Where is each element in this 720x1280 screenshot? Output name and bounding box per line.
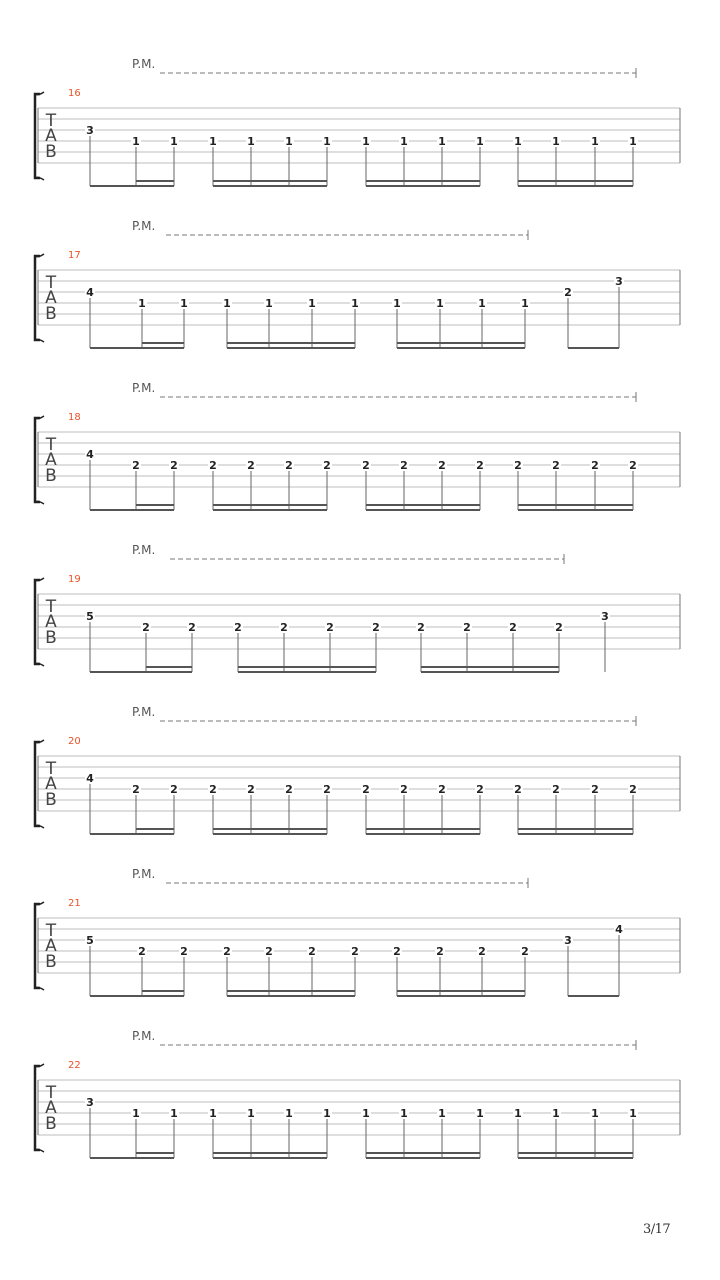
fret-number: 2	[362, 783, 370, 796]
tab-clef-b: B	[45, 466, 57, 486]
fret-number: 1	[247, 1107, 255, 1120]
fret-number: 2	[209, 459, 217, 472]
fret-number: 1	[514, 1107, 522, 1120]
fret-number: 2	[564, 286, 572, 299]
fret-number: 4	[86, 286, 94, 299]
fret-number: 1	[180, 297, 188, 310]
fret-number: 2	[285, 459, 293, 472]
fret-number: 1	[323, 1107, 331, 1120]
tab-clef-b: B	[45, 1114, 57, 1134]
palm-mute-label: P.M.	[132, 1029, 156, 1043]
fret-number: 1	[476, 135, 484, 148]
fret-number: 1	[591, 135, 599, 148]
fret-number: 2	[393, 945, 401, 958]
palm-mute-label: P.M.	[132, 543, 156, 557]
tab-clef-b: B	[45, 952, 57, 972]
fret-number: 1	[478, 297, 486, 310]
fret-number: 2	[514, 459, 522, 472]
palm-mute-label: P.M.	[132, 381, 156, 395]
measure-number: 20	[68, 736, 81, 747]
fret-number: 1	[285, 135, 293, 148]
fret-number: 1	[521, 297, 529, 310]
fret-number: 2	[476, 783, 484, 796]
fret-number: 2	[552, 459, 560, 472]
fret-number: 2	[223, 945, 231, 958]
fret-number: 5	[86, 934, 94, 947]
fret-number: 3	[86, 124, 94, 137]
measure-number: 17	[68, 250, 81, 261]
palm-mute-label: P.M.	[132, 219, 156, 233]
fret-number: 3	[564, 934, 572, 947]
palm-mute-label: P.M.	[132, 705, 156, 719]
fret-number: 3	[615, 275, 623, 288]
fret-number: 2	[132, 459, 140, 472]
fret-number: 2	[476, 459, 484, 472]
fret-number: 2	[400, 459, 408, 472]
fret-number: 2	[142, 621, 150, 634]
tab-clef-a: A	[45, 1098, 57, 1118]
fret-number: 1	[209, 135, 217, 148]
fret-number: 4	[86, 772, 94, 785]
tab-clef-a: A	[45, 288, 57, 308]
fret-number: 4	[615, 923, 623, 936]
tab-clef-a: A	[45, 774, 57, 794]
fret-number: 2	[326, 621, 334, 634]
tab-clef-a: A	[45, 612, 57, 632]
fret-number: 1	[552, 1107, 560, 1120]
fret-number: 2	[463, 621, 471, 634]
fret-number: 1	[591, 1107, 599, 1120]
tab-clef-t: T	[45, 273, 57, 293]
fret-number: 1	[629, 1107, 637, 1120]
fret-number: 2	[285, 783, 293, 796]
fret-number: 5	[86, 610, 94, 623]
fret-number: 2	[629, 783, 637, 796]
fret-number: 2	[591, 783, 599, 796]
fret-number: 2	[170, 783, 178, 796]
tab-clef-a: A	[45, 450, 57, 470]
fret-number: 1	[393, 297, 401, 310]
fret-number: 1	[436, 297, 444, 310]
fret-number: 2	[209, 783, 217, 796]
fret-number: 2	[247, 783, 255, 796]
tab-clef-t: T	[45, 1083, 57, 1103]
fret-number: 2	[514, 783, 522, 796]
palm-mute-label: P.M.	[132, 57, 156, 71]
fret-number: 4	[86, 448, 94, 461]
fret-number: 1	[476, 1107, 484, 1120]
fret-number: 2	[138, 945, 146, 958]
palm-mute-label: P.M.	[132, 867, 156, 881]
fret-number: 1	[400, 135, 408, 148]
fret-number: 2	[362, 459, 370, 472]
fret-number: 3	[601, 610, 609, 623]
tab-clef-t: T	[45, 921, 57, 941]
fret-number: 1	[552, 135, 560, 148]
fret-number: 2	[438, 783, 446, 796]
fret-number: 1	[265, 297, 273, 310]
fret-number: 1	[438, 135, 446, 148]
fret-number: 1	[209, 1107, 217, 1120]
fret-number: 3	[86, 1096, 94, 1109]
fret-number: 2	[188, 621, 196, 634]
tab-clef-t: T	[45, 435, 57, 455]
fret-number: 2	[552, 783, 560, 796]
fret-number: 2	[521, 945, 529, 958]
fret-number: 2	[629, 459, 637, 472]
page-number: 3/17	[643, 1222, 671, 1237]
fret-number: 2	[509, 621, 517, 634]
fret-number: 2	[323, 459, 331, 472]
measure-number: 21	[68, 898, 81, 909]
fret-number: 2	[372, 621, 380, 634]
fret-number: 2	[170, 459, 178, 472]
fret-number: 2	[247, 459, 255, 472]
measure-number: 18	[68, 412, 81, 423]
fret-number: 1	[285, 1107, 293, 1120]
fret-number: 1	[247, 135, 255, 148]
tab-clef-b: B	[45, 304, 57, 324]
fret-number: 2	[323, 783, 331, 796]
fret-number: 2	[591, 459, 599, 472]
tab-clef-t: T	[45, 597, 57, 617]
fret-number: 1	[132, 1107, 140, 1120]
fret-number: 1	[514, 135, 522, 148]
fret-number: 1	[170, 135, 178, 148]
fret-number: 2	[400, 783, 408, 796]
fret-number: 1	[351, 297, 359, 310]
tab-clef-a: A	[45, 126, 57, 146]
fret-number: 1	[170, 1107, 178, 1120]
fret-number: 1	[323, 135, 331, 148]
fret-number: 1	[223, 297, 231, 310]
fret-number: 1	[629, 135, 637, 148]
fret-number: 1	[132, 135, 140, 148]
fret-number: 1	[362, 1107, 370, 1120]
fret-number: 1	[362, 135, 370, 148]
tab-clef-t: T	[45, 111, 57, 131]
fret-number: 2	[265, 945, 273, 958]
fret-number: 2	[438, 459, 446, 472]
measure-number: 22	[68, 1060, 81, 1071]
tab-clef-b: B	[45, 790, 57, 810]
fret-number: 1	[308, 297, 316, 310]
fret-number: 1	[138, 297, 146, 310]
fret-number: 2	[280, 621, 288, 634]
fret-number: 1	[438, 1107, 446, 1120]
fret-number: 2	[417, 621, 425, 634]
fret-number: 2	[351, 945, 359, 958]
fret-number: 1	[400, 1107, 408, 1120]
fret-number: 2	[180, 945, 188, 958]
fret-number: 2	[132, 783, 140, 796]
fret-number: 2	[308, 945, 316, 958]
measure-number: 19	[68, 574, 81, 585]
tab-clef-b: B	[45, 628, 57, 648]
fret-number: 2	[555, 621, 563, 634]
fret-number: 2	[478, 945, 486, 958]
tab-clef-a: A	[45, 936, 57, 956]
tab-clef-t: T	[45, 759, 57, 779]
measure-number: 16	[68, 88, 81, 99]
fret-number: 2	[234, 621, 242, 634]
tab-clef-b: B	[45, 142, 57, 162]
fret-number: 2	[436, 945, 444, 958]
